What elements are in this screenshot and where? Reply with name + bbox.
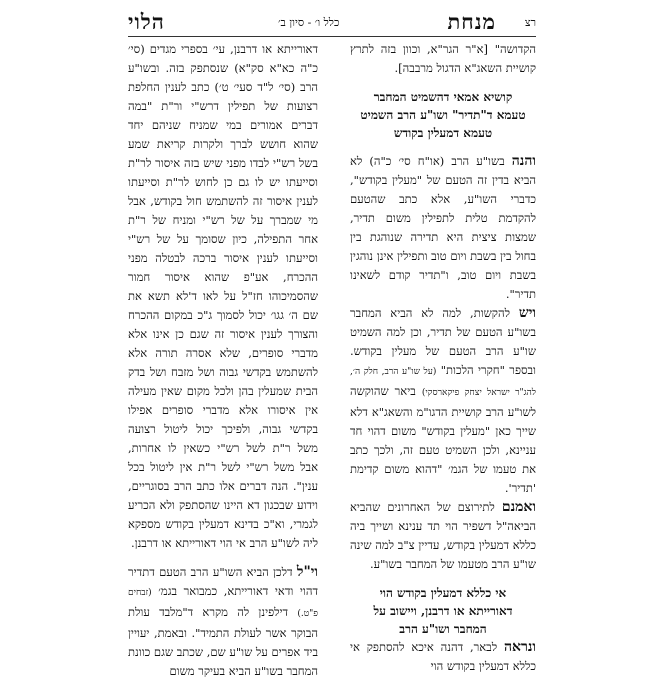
paragraph: וי"ל דלכן הביא השו"ע הרב הטעם דתדיר דהוי ודאי דאורייתא, כמבואר בגמ׳ (זבחים פ"ט.) דילפינן לה מקרא ד"מלבד עולת הבוקר אשר לעולת התמיד". ובאמת, יעויין ביד אפרים על שו"ע שם, שכתב שגם כוונת המחבר בשו"ע הביא בעיקר משום	[128, 564, 318, 678]
section-heading: קושיא אמאי דהשמיט המחבר טעמא ד"תדיר" ושו"ע הרב השמיט טעמא דמעלין בקודש	[360, 90, 526, 140]
book-title: מנחת	[447, 9, 496, 34]
page-number: רצ	[524, 16, 536, 29]
section-reference: כלל ו׳ - סיון ב׳	[278, 16, 340, 29]
running-header	[128, 10, 536, 34]
left-column	[128, 40, 318, 681]
right-column	[350, 40, 536, 676]
section-heading: אי כללא דמעלין בקודש הוי דאורייתא או דרבנן, ויישוב על המחבר ושו"ע הרב	[373, 586, 513, 636]
citation: (על שו"ע הרב, חלק ה׳, להג"ר ישראל יצחק פיקארסקי)	[350, 367, 536, 398]
paragraph: דאורייתא או דרבנן, עי׳ בספרי מגדים (סי׳ כ"ה כא"א סק"א) שנסתפק בזה. ובשו"ע הרב (סי׳ ל"ד סעי׳ ט׳) כתב לענין החלפת רצועות של תפילין דרש"י ור"ת "במה דברים אמורים במי שמניח שניהם יחד שהוא חושש לברך ולקרות קריאת שמע בשל רש"י לבדו מפני שיש בזה איסור לר"ת וסייעתו יש לו גם כן לחוש לר"ת וסייעתו לענין איסור זה להשתמש חול בקודש, אבל מי שמברך על של רש"י ומניח של ר"ת אחר התפילה, כיון שסומך על של רש"י וסייעתו לענין איסור ברכה לבטלה מפני ההכרח, אע"פ שהוא איסור חמור שהסמיכוהו חז"ל על לאו ד'לא תשא את שם ה׳ גגו׳ יכול לסמוך ג"כ במקום ההכרח והצורך לענין איסור זה שגם כן אינו אלא מדברי סופרים, שלא אסרה תורה אלא להשתמש בקדשי גבוה ושל מזבח ושל בדק הבית שמעלין בהן ולכל מקום שאין מעילה אין איסורו אלא מדברי סופרים אפילו בקדשי גבוה, ולפיכך יכול ליטול רצועה משל ר"ת לשל רש"י כשאין לו אחרות, אבל משל רש"י לשל ר"ת אין ליטול בכל ענין". הנה דברים אלו כתב הרב בסוגריים, וידוע שבכגון דא היינו שהסתפק ולא הכריע לגמרי, וא"כ בדינא דמעלין בקודש מספקא ליה לשו"ע הרב אי הוי דאורייתא או דרבנן.	[128, 42, 318, 550]
paragraph: ונראה לבאר, דהנה איכא להסתפק אי כללא דמעלין בקודש הוי	[350, 639, 536, 673]
lead-word: והנה	[511, 153, 536, 169]
lead-word: ויש	[518, 305, 536, 321]
paragraph: ואמנם לתירוצם של האחרונים שהביא הביאה"ל דשפיר הוי תד ענינא ושייך ביה כללא דמעלין בקודש, עדיין צ"ב למה שינה שו"ע הרב מטעמו של המחבר בשו"ע.	[350, 499, 536, 571]
header-rule	[128, 36, 536, 37]
book-title-continued: הלוי	[128, 9, 165, 34]
lead-word: ונראה	[503, 639, 536, 655]
paragraph: ויש להקשות, למה לא הביא המחבר בשו"ע הטעם של תדיר, וכן למה השמיט שו"ע הרב הטעם של מעלין בקודש. ובספר "חקרי הלכות" (על שו"ע הרב, חלק ה׳, להג"ר ישראל יצחק פיקארסקי) ביאר שהוקשה לשו"ע הרב קושיית הדגו"מ והשאג"א דלא שייך כאן "מעלין בקודש" משום דהוי חד עניינא, ולכן השמיט טעם זה, ולכך כתב את טעמו של הגמ׳ "דהוא משום קדימת 'תדיר'.	[350, 305, 536, 495]
lead-word: וי"ל	[296, 564, 318, 580]
paragraph: והנה בשו"ע הרב (או"ח סי׳ כ"ה) לא הביא בדין זה הטעם של "מעלין בקודש", כדברי השו"ע, אלא כתב שהטעם להקדמת טלית לתפילין משום תדיר, שמצות ציצית היא תדירה שנוהגת בין בחול בין בשבת ויום טוב ותפילין אינן נוהגין בשבת ויום טוב, ו"תדיר קודם לשאינו תדיר".	[350, 153, 536, 301]
citation: (זבחים פ"ט.)	[128, 588, 318, 619]
lead-word: ואמנם	[501, 499, 536, 515]
paragraph: הקדושה" [א"ר הגר"א, וכוון בזה לתרץ קושיית השאג"א הדגול מרבבה].	[350, 42, 536, 75]
